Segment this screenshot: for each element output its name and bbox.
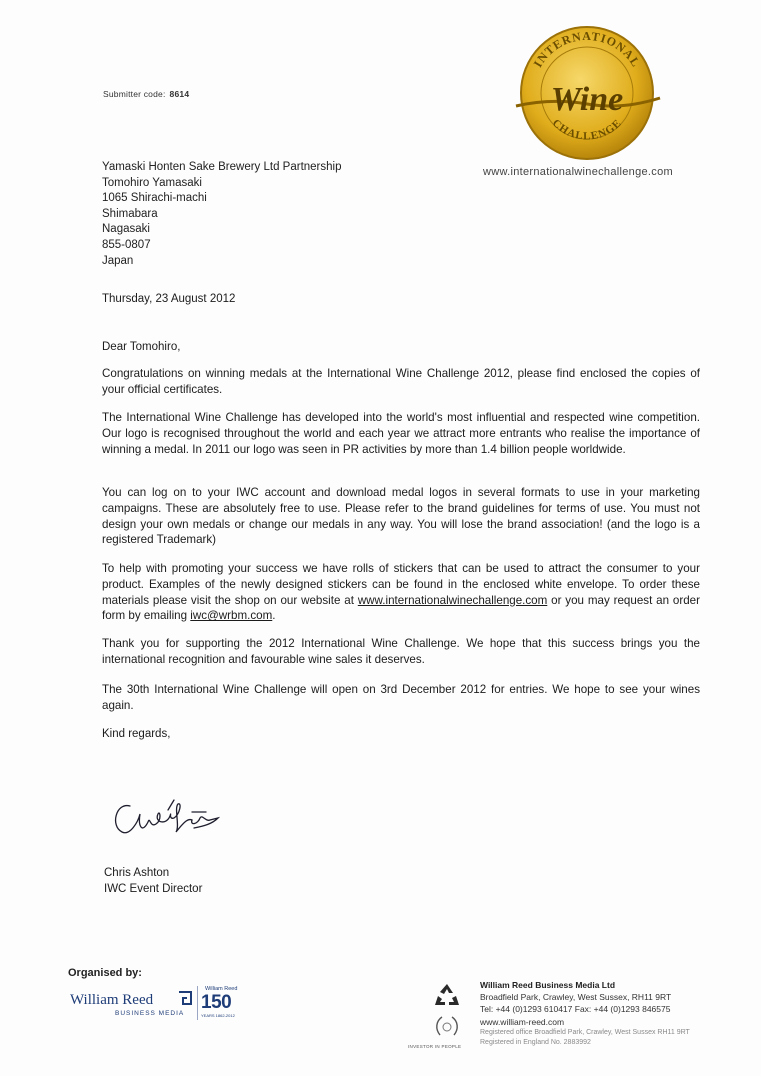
wr-150-top: William Reed	[205, 986, 238, 992]
investor-in-people-icon	[432, 1013, 462, 1041]
signer-title: IWC Event Director	[104, 882, 203, 895]
address-line: 855-0807	[102, 238, 151, 251]
stickers-text: To help with promoting your success we have rolls of stickers that can be used to attract the consumer to your product. Examples of the newly designed stickers can be found in the enclosed white envelope. To order these materials please visit the shop on our website at	[102, 562, 700, 607]
submitter-label: Submitter code:	[103, 89, 166, 99]
company-details	[480, 979, 690, 1048]
paragraph-competition: The International Wine Challenge has developed into the world's most influential and respected wine competition. Our logo is recognised throughout the world and each year we attract more entrants who realise the importance of winning a medal. In 2011 our logo was seen in PR activities by more than 1.4 billion people worldwide.	[102, 411, 700, 456]
paragraph-medal-logos: You can log on to your IWC account and download medal logos in several formats to use in your marketing campaigns. These are absolutely free to use. Please refer to the brand guidelines for terms of use. You must not design your own medals or change our medals in any way. You will lose the brand association! (and the logo is a registered Trademark)	[102, 486, 700, 547]
company-name: William Reed Business Media Ltd	[480, 980, 616, 990]
iwc-logo	[512, 18, 662, 168]
wr-150-number: 150	[201, 992, 232, 1013]
address-line: 1065 Shirachi-machi	[102, 192, 207, 205]
paragraph-thanks: Thank you for supporting the 2012 International Wine Challenge. We hope that this success brings you the international recognition and favourable wine sales it deserves.	[102, 637, 700, 666]
closing: Kind regards,	[102, 728, 171, 740]
wr-150-years: YEARS 1862-2012	[201, 1013, 235, 1018]
company-address: Broadfield Park, Crawley, West Sussex, RH11 9RT	[480, 992, 672, 1003]
logo-wordmark: Wine	[550, 81, 624, 118]
paragraph-next-challenge: The 30th International Wine Challenge will open on 3rd December 2012 for entries. We hope to see your wines again.	[102, 683, 700, 712]
wr-150-badge	[197, 986, 241, 1020]
website-link[interactable]: www.internationalwinechallenge.com	[357, 593, 548, 607]
stickers-mid-text: or you may request an order form by emailing	[102, 593, 700, 623]
address-line: Tomohiro Yamasaki	[102, 176, 202, 189]
investor-in-people-label: INVESTOR IN PEOPLE	[408, 1044, 462, 1049]
wr-name: William Reed	[70, 992, 154, 1008]
paragraph-stickers	[102, 561, 700, 624]
paragraph-congratulations: Congratulations on winning medals at the International Wine Challenge 2012, please find enclosed the copies of your official certificates.	[102, 367, 700, 396]
logo-arc-top: INTERNATIONAL	[530, 28, 644, 70]
registered-office: Registered office Broadfield Park, Crawley, West Sussex RH11 9RT	[480, 1028, 690, 1036]
company-website: www.william-reed.com	[480, 1016, 565, 1027]
registered-number: Registered in England No. 2883992	[480, 1038, 591, 1046]
address-line: Japan	[102, 254, 134, 267]
signature	[108, 792, 238, 848]
iwc-website: www.internationalwinechallenge.com	[483, 166, 673, 178]
wr-mark-icon	[177, 990, 193, 1006]
letter-date: Thursday, 23 August 2012	[102, 293, 236, 305]
address-line: Yamaski Honten Sake Brewery Ltd Partnership	[102, 161, 342, 173]
recipient-address	[102, 160, 341, 269]
email-link[interactable]: iwc@wrbm.com	[190, 609, 273, 623]
submitter-code-value: 8614	[169, 89, 190, 99]
signer-name: Chris Ashton	[104, 867, 170, 879]
stickers-end: .	[272, 609, 276, 623]
signer-block	[104, 866, 202, 897]
recycle-icon	[432, 981, 462, 1009]
address-line: Shimabara	[102, 207, 158, 220]
william-reed-logo	[70, 988, 260, 1028]
salutation: Dear Tomohiro,	[102, 341, 181, 353]
organised-by-label: Organised by:	[68, 967, 142, 979]
logo-arc-bottom: CHALLENGE	[549, 117, 625, 143]
wr-business-media: BUSINESS MEDIA	[115, 1010, 185, 1017]
address-line: Nagasaki	[102, 223, 150, 236]
company-phone: Tel: +44 (0)1293 610417 Fax: +44 (0)1293 846575	[480, 1004, 671, 1015]
submitter-code	[103, 89, 189, 99]
